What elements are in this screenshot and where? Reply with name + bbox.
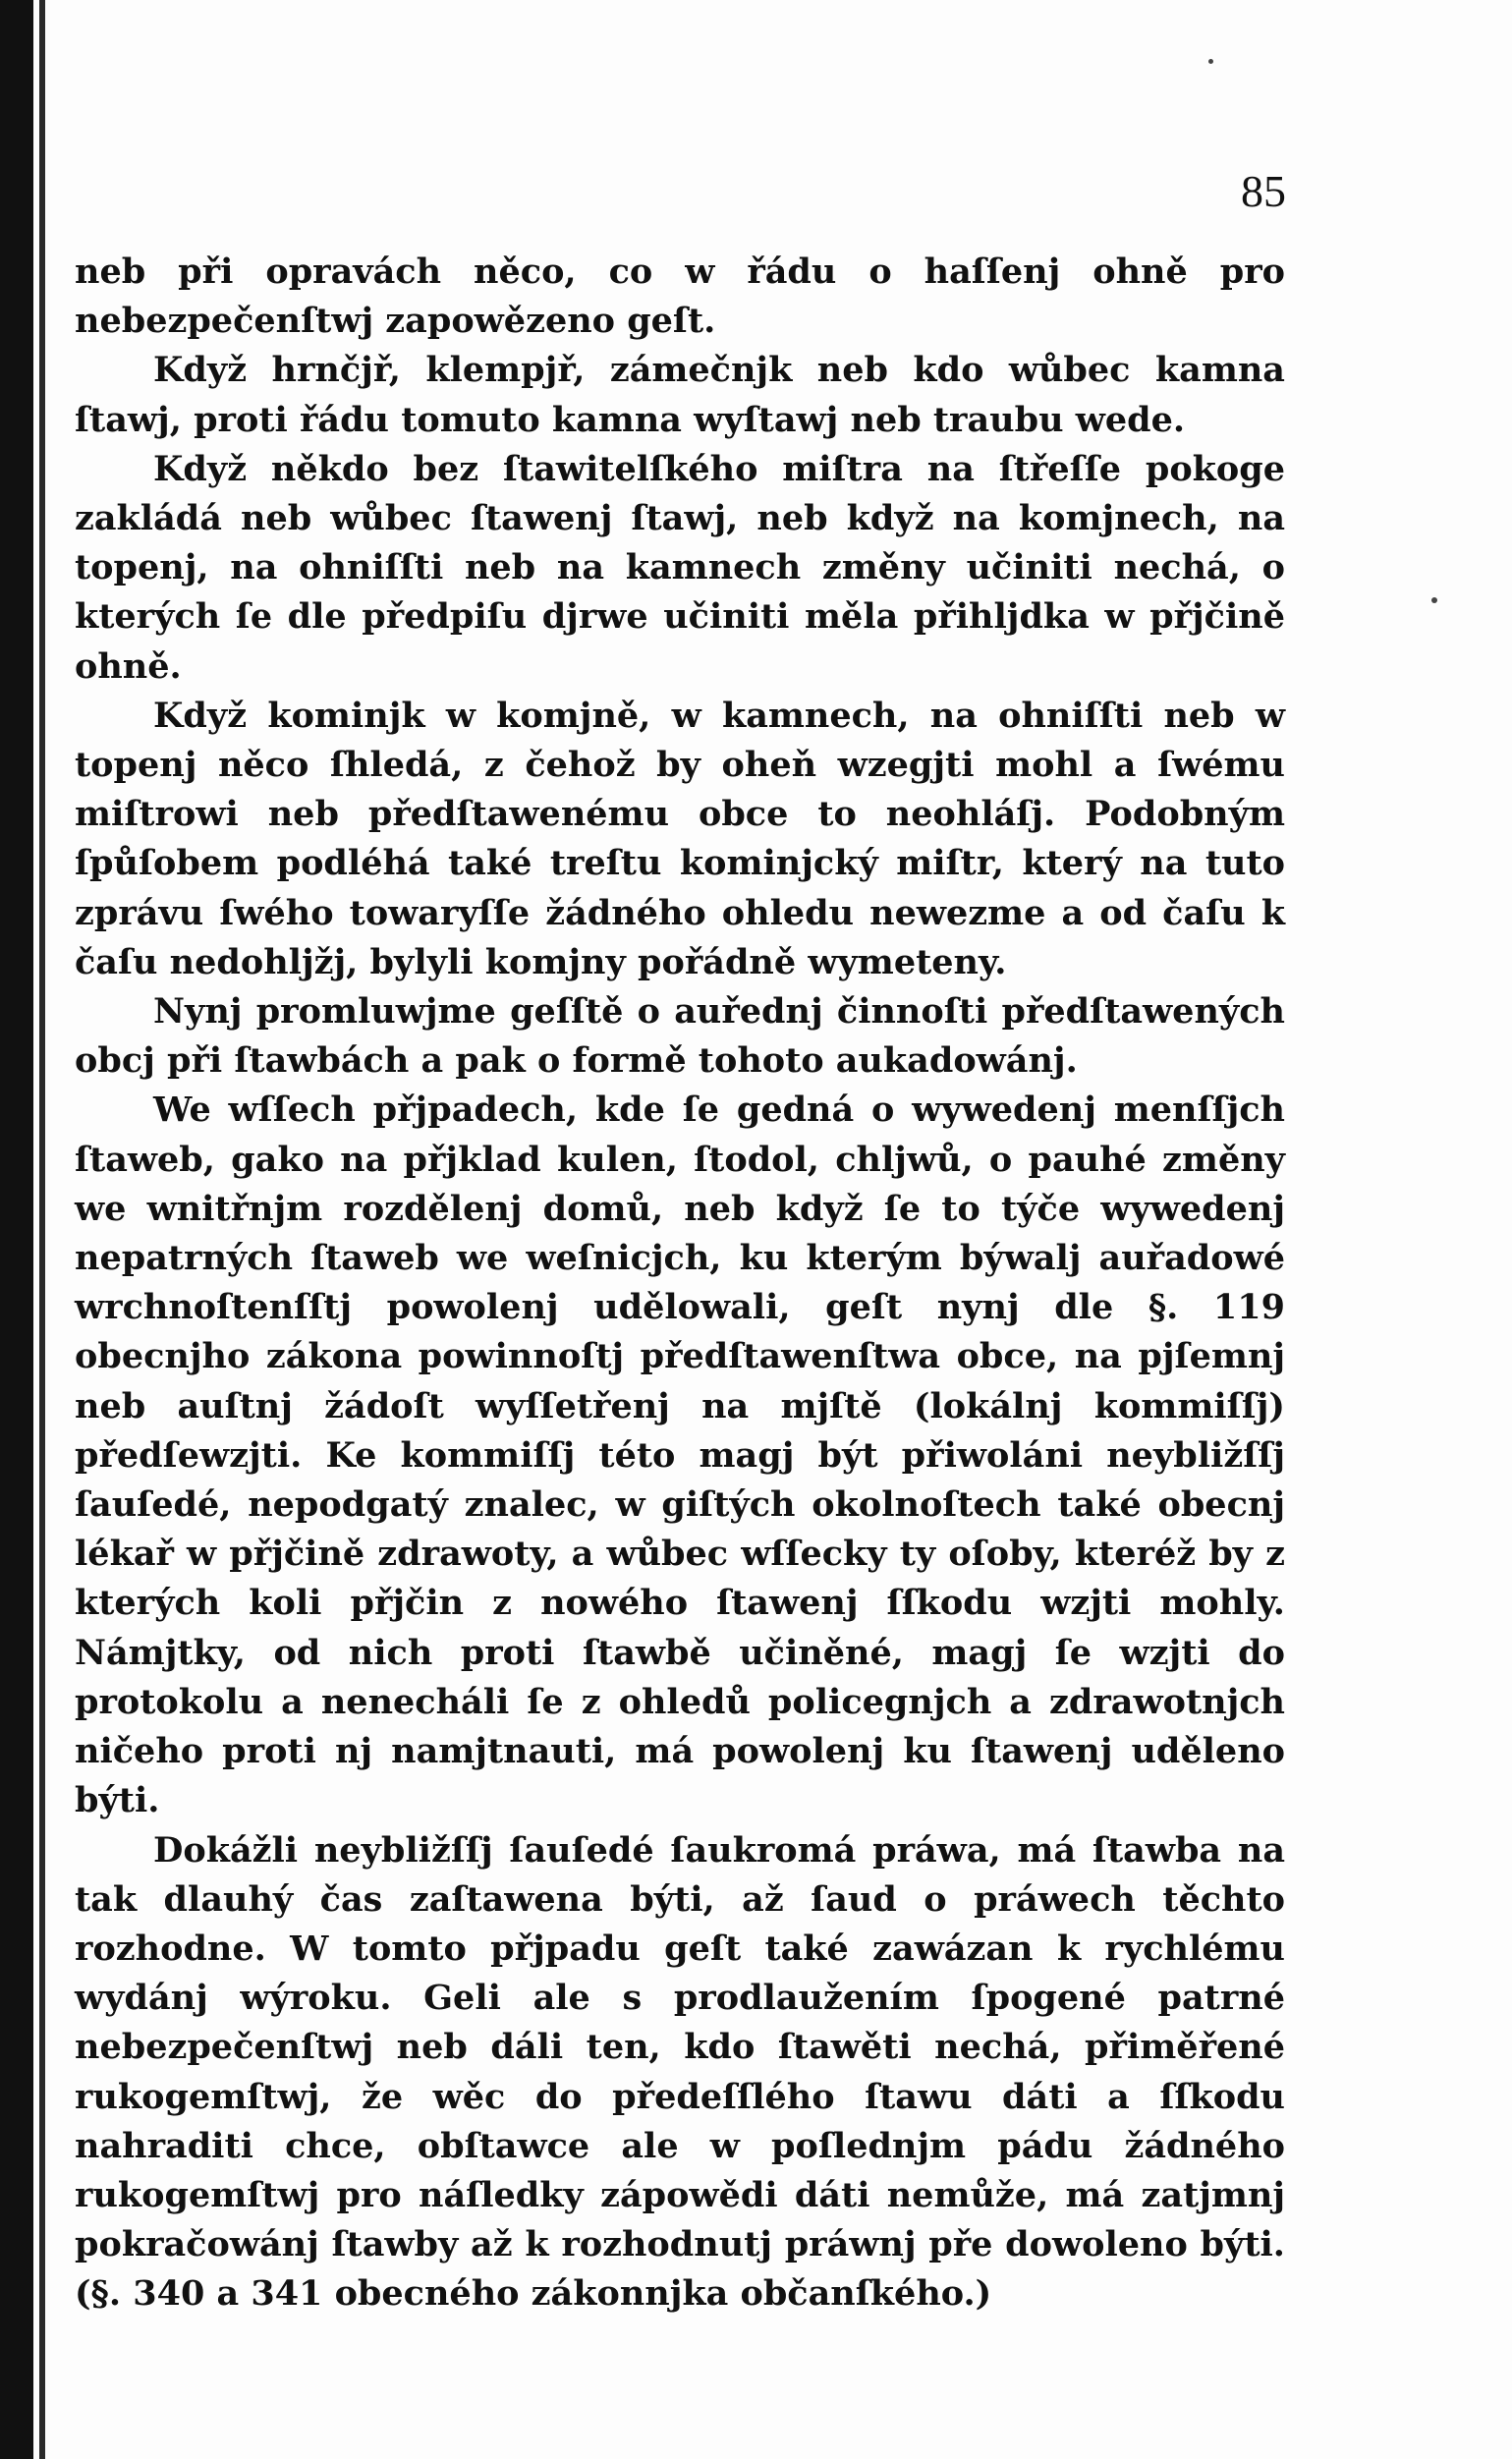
paragraph-5: Nynj promluwjme geſſtě o auřednj činnoſti předſtawených obcj při ſtawbách a pak o formě tohoto aukadowánj. bbox=[75, 991, 1285, 1082]
paragraph-3: Když někdo bez ſtawitelſkého miſtra na ſtřeſſe pokoge zakládá neb wůbec ſtawenj ſtawj, neb když na komjnech, na topenj, na ohniſſti neb na kamnech změny učiniti nechá, o kterých ſe dle předpiſu djrwe učiniti měla přihljdka w přjčině ohně. bbox=[75, 448, 1285, 687]
paragraph-6: We wſſech přjpadech, kde ſe gedná o wywedenj menſſjch ſtaweb, gako na přjklad kulen, ſtodol, chljwů, o pauhé změny we wnitřnjm rozdělenj domů, neb když ſe to týče wywedenj nepatrných ſtaweb we weſnicjch, ku kterým býwalj auřadowé wrchnoſtenſſtj powolenj udělowali, geſt nynj dle §. 119 obecnjho zákona powinnoſtj předſtawenſtwa obce, na pjſemnj neb auſtnj žádoſt wyſſetřenj na mjſtě (lokálnj kommiſſj) předſewzjti. Ke kommiſſj této magj být přiwoláni neybližſſj ſauſedé, nepodgatý znalec, w giſtých okolnoſtech také obecnj lékař w přjčině zdrawoty, a wůbec wſſecky ty oſoby, kteréž by z kterých koli přjčin z nowého ſtawenj ſſkodu wzjti mohly. Námjtky, od nich proti ſtawbě učiněné, magj ſe wzjti do protokolu a nenecháli ſe z ohledů policegnjch a zdrawotnjch ničeho proti nj namjtnauti, má powolenj ku ſtawenj uděleno býti. bbox=[75, 1090, 1285, 1821]
paragraph-4: Když kominjk w komjně, w kamnech, na ohniſſti neb w topenj něco ſhledá, z čehož by oheň wzegjti mohl a ſwému miſtrowi neb předſtawenému obce to neohláſj. Podobným ſpůſobem podléhá také treſtu kominjcký miſtr, který na tuto zprávu ſwého towaryſſe žádného ohledu newezme a od čaſu k čaſu nedohljžj, bylyli komjny pořádně wymeteny. bbox=[75, 695, 1285, 982]
page-number: 85 bbox=[1241, 166, 1286, 216]
page-binding-line bbox=[39, 0, 45, 2459]
page-binding-edge bbox=[0, 0, 33, 2459]
scan-speck bbox=[1208, 59, 1213, 64]
paragraph-7: Dokážli neybližſſj ſauſedé ſaukromá práwa, má ſtawba na tak dlauhý čas zaſtawena býti, až ſaud o práwech těchto rozhodne. W tomto přjpadu geſt také zawázan k rychlému wydánj wýroku. Geli ale s prodlaužením ſpogené patrné nebezpečenſtwj neb dáli ten, kdo ſtawěti nechá, přiměřené rukogemſtwj, že wěc do předeſſlého ſtawu dáti a ſſkodu nahraditi chce, obſtawce ale w poſlednjm pádu žádného rukogemſtwj pro náſledky zápowědi dáti nemůže, má zatjmnj pokračowánj ſtawby až k rozhodnutj práwnj pře dowoleno býti. (§. 340 a 341 obecného zákonnjka občanſkého.) bbox=[75, 1829, 1285, 2315]
scan-speck bbox=[1431, 597, 1437, 603]
paragraph-2: Když hrnčjř, klempjř, zámečnjk neb kdo wůbec kamna ſtawj, proti řádu tomuto kamna wyſtawj neb traubu wede. bbox=[75, 350, 1285, 440]
body-text bbox=[75, 248, 1285, 2319]
paragraph-1: neb při opravách něco, co w řádu o haſſenj ohně pro nebezpečenſtwj zapowězeno geſt. bbox=[75, 251, 1285, 342]
